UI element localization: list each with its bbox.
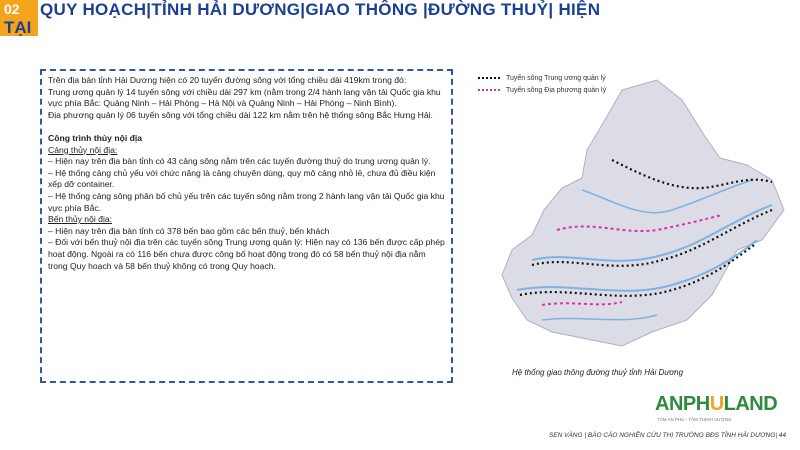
ports-item-3: – Hệ thống cảng sông phân bố chủ yếu trên các tuyến sông nằm trong 2 hành lang vận tải Quốc gia khu vực phía Bắc. xyxy=(48,190,445,213)
page-footer: SEN VÀNG | BÁO CÁO NGHIÊN CỨU THỊ TRƯỜNG BĐS TỈNH HẢI DƯƠNG| 44 xyxy=(548,432,786,439)
title-continuation: TẠI xyxy=(4,18,32,37)
wharves-item-2: – Đối với bến thuỷ nội địa trên các tuyến sông Trung ương quản lý: Hiện nay có 136 bến được cấp phép hoạt động. Ngoài ra có 116 bến chưa được công bố hoạt động trong đó có 58 bến thuỷ nội địa nằm trong Quy hoạch và 58 bến thuỷ không có trong Quy hoạch. xyxy=(48,237,445,271)
wharves-item-1: – Hiện nay trên địa bàn tỉnh có 378 bến bao gồm các bến thuỷ, bến khách xyxy=(48,225,330,236)
heading-wharves: Bến thủy nội địa: xyxy=(48,214,113,225)
paragraph-local: Địa phương quản lý 06 tuyến sông với tổng chiều dài 122 km nằm trên hệ thống sông Bắc Hưng Hải. xyxy=(48,109,433,120)
logo-slogan: TÂM AN PHÚ - TẦM THỊNH VƯỢNG xyxy=(657,417,732,422)
map-caption: Hệ thống giao thông đường thuỷ tỉnh Hải Dương xyxy=(512,368,684,377)
paragraph-central: Trung ương quản lý 14 tuyến sông với chiều dài 297 km (nằm trong 2/4 hành lang vận tải Quốc gia khu vực phía Bắc: Quảng Ninh – Hải Phòng – Hà Nội và Quảng Ninh – Hải Phòng – Ninh Bình). xyxy=(48,86,441,109)
page-title: QUY HOẠCH|TỈNH HẢI DƯƠNG|GIAO THÔNG |ĐƯỜNG THUỶ| HIỆN xyxy=(40,0,601,19)
waterway-map xyxy=(472,70,792,360)
legend-local-line xyxy=(478,89,500,91)
heading-ports: Cảng thủy nội địa: xyxy=(48,144,118,155)
province-shape xyxy=(502,80,784,346)
section-number: 02 xyxy=(4,1,20,17)
content-box xyxy=(40,69,453,383)
heading-inland-works: Công trình thủy nội địa xyxy=(48,132,143,143)
legend-central: Tuyến sông Trung ương quản lý xyxy=(478,72,606,84)
legend-local: Tuyến sông Địa phương quản lý xyxy=(478,84,606,96)
ports-item-1: – Hiện nay trên địa bàn tỉnh có 43 cảng sông nằm trên các tuyến đường thuỷ do trung ương quản lý. xyxy=(48,156,431,167)
anphuland-logo: AN PH U LAND TÂM AN PHÚ - TẦM THỊNH VƯỢNG xyxy=(655,393,778,422)
legend-central-line xyxy=(478,77,500,79)
map-legend xyxy=(478,72,606,96)
ports-item-2: – Hệ thống cảng chủ yếu với chức năng là cảng chuyên dùng, quy mô cảng nhỏ lẻ, chưa đủ điều kiện xếp dỡ container. xyxy=(48,167,436,190)
paragraph-overview: Trên địa bàn tỉnh Hải Dương hiện có 20 tuyến đường sông với tổng chiều dài 419km trong đó: xyxy=(48,75,407,85)
